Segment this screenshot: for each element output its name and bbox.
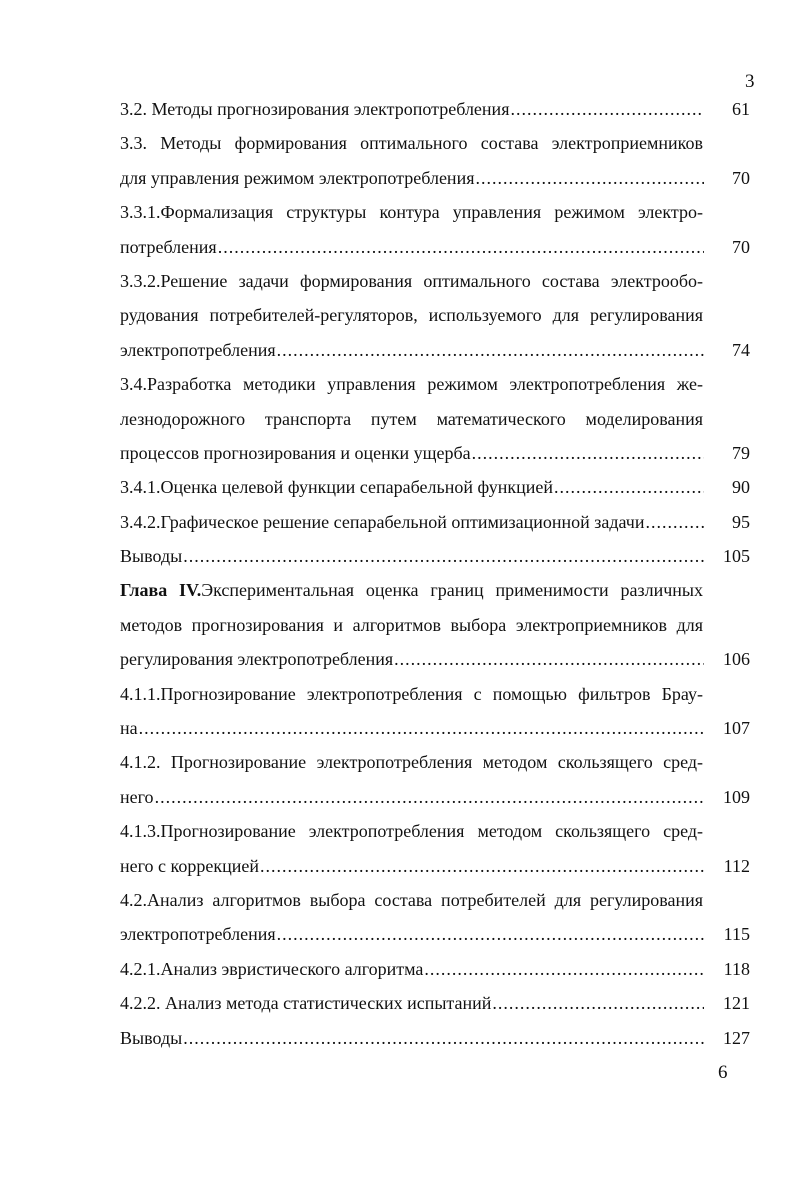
toc-entry-line [120,264,703,298]
toc-entry [120,986,750,1020]
toc-entry-line [120,573,703,607]
toc-entry-text: 3.3.2.Решение задачи формирования оптимального состава электрообо- [120,270,703,291]
toc-entry-title [120,780,154,814]
dot-leader [394,642,704,676]
toc-entry-title-text: электропотребления [120,924,276,945]
toc-page-number: 106 [723,649,750,670]
toc-entry [120,677,750,746]
toc-entry-title-text: потребления [120,236,217,257]
toc-entry-title [120,1021,182,1055]
toc-entry-title [120,917,276,951]
toc-entry-line [120,298,703,332]
toc-entry-title-text: него [120,786,154,807]
toc-entry [120,952,750,986]
toc-entry [120,195,750,264]
toc-entry [120,745,750,814]
toc-entry-line [120,126,703,160]
toc-entry-title-text: Выводы [120,1027,183,1048]
toc-entry [120,814,750,883]
toc-entry-final-line [120,470,750,504]
toc-entry-final-line [120,505,750,539]
toc-entry-final-line [120,780,750,814]
toc-entry-title-text: процессов прогнозирования и оценки ущерба [120,442,471,463]
dot-leader [183,539,704,573]
toc-entry-title [120,505,644,539]
toc-entry [120,264,750,367]
toc-entry-title-text: него с коррекцией [120,855,259,876]
toc-entry-title [120,92,509,126]
dot-leader [260,849,704,883]
toc-entry-final-line [120,333,750,367]
toc-entry-title-text: 3.4.1.Оценка целевой функции сепарабельной функцией [120,477,553,498]
dot-leader [510,92,704,126]
table-of-contents [120,92,750,1055]
toc-entry-final-line [120,952,750,986]
toc-entry-final-line [120,849,750,883]
toc-entry-title [120,986,491,1020]
toc-entry-text: 3.4.Разработка методики управления режимом электропотребления же- [120,374,703,395]
toc-entry-final-line [120,161,750,195]
dot-leader [424,952,704,986]
toc-entry-title [120,470,553,504]
toc-entry-text: 4.1.1.Прогнозирование электропотребления с помощью фильтров Брау- [120,683,703,704]
toc-entry-text: 3.3.1.Формализация структуры контура управления режимом электро- [120,202,703,223]
toc-entry-title-text: Выводы [120,546,183,567]
dot-leader [645,505,704,539]
dot-leader [277,917,704,951]
dot-leader [139,711,704,745]
toc-entry-final-line [120,711,750,745]
toc-entry-line [120,814,703,848]
toc-entry-text: лезнодорожного транспорта путем математического моделирования [120,408,703,429]
toc-page-number: 118 [723,958,750,979]
toc-page-number: 121 [723,993,750,1014]
toc-entry [120,505,750,539]
toc-entry-text: 4.1.2. Прогнозирование электропотребления методом скользящего сред- [120,752,703,773]
toc-entry-final-line [120,436,750,470]
toc-entry-title-text: на [120,718,138,739]
dot-leader [183,1021,704,1055]
toc-entry-title-text: 3.2. Методы прогнозирования электропотребления [120,99,510,119]
toc-page-number: 74 [732,339,750,360]
bottom-page-mark: 6 [718,1062,728,1083]
toc-entry [120,883,750,952]
toc-entry-final-line [120,230,750,264]
toc-entry [120,539,750,573]
toc-entry-line [120,745,703,779]
dot-leader [472,436,704,470]
toc-entry-text: 3.3. Методы формирования оптимального состава электроприемников [120,133,703,154]
toc-page-number: 95 [732,511,750,532]
toc-entry-title [120,230,217,264]
toc-entry [120,92,750,126]
toc-entry-final-line [120,642,750,676]
toc-entry-final-line [120,917,750,951]
toc-page-number: 112 [723,855,750,876]
page-number: 3 [745,71,755,92]
toc-entry-title [120,711,138,745]
toc-entry-title-text: 4.2.2. Анализ метода статистических испытаний [120,993,492,1014]
dot-leader [218,230,704,264]
toc-entry-line [120,677,703,711]
toc-entry-title [120,849,259,883]
toc-page-number: 70 [732,167,750,188]
toc-entry [120,1021,750,1055]
dot-leader [492,986,704,1020]
toc-entry-title [120,436,471,470]
toc-entry-final-line [120,1021,750,1055]
toc-entry-text: рудования потребителей-регуляторов, используемого для регулирования [120,305,703,326]
dot-leader [554,470,704,504]
toc-entry-title [120,539,182,573]
toc-entry-title-text: 4.2.1.Анализ эвристического алгоритма [120,958,424,979]
toc-entry-title-text: регулирования электропотребления [120,649,394,670]
toc-entry-line [120,367,703,401]
toc-entry [120,573,750,676]
toc-entry-line [120,195,703,229]
toc-entry [120,470,750,504]
toc-entry-title-text: электропотребления [120,339,276,360]
toc-page-number: 70 [732,236,750,257]
toc-entry-final-line [120,539,750,573]
toc-entry-line [120,608,703,642]
toc-page-number: 107 [723,718,750,739]
toc-entry-text: 4.1.3.Прогнозирование электропотребления методом скользящего сред- [120,821,703,842]
dot-leader [475,161,704,195]
toc-entry [120,126,750,195]
toc-entry-text: методов прогнозирования и алгоритмов выбора электроприемников для [120,614,703,635]
toc-entry-title-text: для управления режимом электропотребления [120,167,475,188]
toc-page-number: 79 [732,442,750,463]
dot-leader [155,780,704,814]
toc-page-number: 61 [732,99,750,119]
chapter-label: Глава IV. [120,580,202,601]
toc-entry-title [120,952,423,986]
toc-entry-title-text: 3.4.2.Графическое решение сепарабельной оптимизационной задачи [120,511,645,532]
toc-entry-title [120,161,474,195]
toc-entry [120,367,750,470]
toc-entry-final-line [120,92,750,126]
dot-leader [277,333,704,367]
toc-entry-line [120,883,703,917]
toc-entry-final-line [120,986,750,1020]
toc-entry-title [120,642,393,676]
toc-entry-text: 4.2.Анализ алгоритмов выбора состава потребителей для регулирования [120,889,703,910]
toc-entry-title [120,333,276,367]
toc-page-number: 109 [723,786,750,807]
toc-page-number: 105 [723,546,750,567]
toc-page-number: 127 [723,1027,750,1048]
toc-page-number: 115 [723,924,750,945]
toc-entry-text: Экспериментальная оценка границ применимости различных [201,580,703,601]
toc-page-number: 90 [732,477,750,498]
toc-entry-line [120,402,703,436]
